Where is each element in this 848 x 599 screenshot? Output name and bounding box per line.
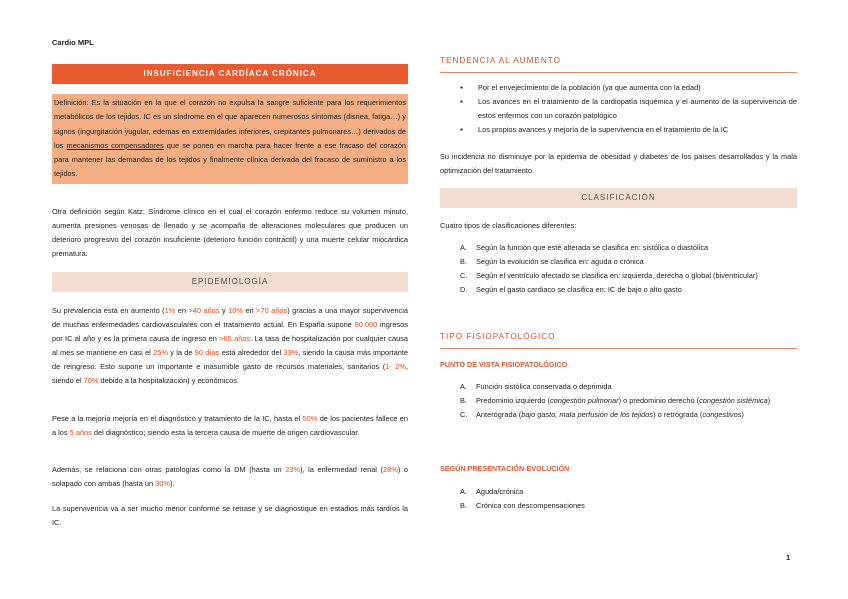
list-item: B. Según la evolución se clasifica en: aguda o crónica	[460, 257, 644, 266]
subtitle-fisiopatologico: PUNTO DE VISTA FISIOPATOLÓGICO	[440, 360, 568, 369]
document-header: Cardio MPL	[52, 38, 94, 47]
section-title-clasificacion: CLASIFICACIÓN	[440, 188, 797, 208]
epi-paragraph-4: La supervivencia va a ser mucho menor conforme se retrase y se diagnostique en estadios más tardíos la IC.	[52, 504, 408, 527]
epi-paragraph-1: Su prevalencia está en aumento (1% en >40 años y 10% en >70 años) gracias a una mayor supervivencia de muchas enfermedades cardiovasculares con el tratamiento actual. En España supone 80.000 ingresos por IC al año y es la primera causa de ingreso en >65 años. La tasa de hospitalización por cualquier causa al mes se mantiene en casi el 25% y la de 90 días está alrededor del 33%, siendo la causa más importante de reingreso. Esto supone un importante e inasumible gasto de recursos materiales, sanitarios (1- 2%, siendo el 70% debido a la hospitalización) y económicos.	[52, 306, 409, 385]
evolucion-list	[440, 485, 797, 513]
list-item: A. Aguda/crónica	[460, 487, 524, 496]
list-item: ▪ Los avances en el tratamiento de la cardiopatía isquémica y el aumento de la supervivencia de estos enfermos con un corazón patológico	[440, 95, 797, 123]
list-item: C. Anterógrada (bajo gasto, mala perfusión de los tejidos) o retrógrada (congestivos)	[460, 410, 744, 419]
section-title-epidemiologia: EPIDEMIOLOGÍA	[52, 272, 408, 292]
list-item: A. Función sistólica conservada o deprimida	[460, 382, 612, 391]
page-number: 1	[786, 553, 791, 562]
definition-label: Definición:	[54, 98, 89, 107]
fisio-list	[440, 380, 797, 422]
clasificacion-list	[440, 241, 797, 297]
list-item: C. Según el ventrículo afectado se clasifica en: izquierda, derecha o global (biventricular)	[460, 271, 758, 280]
list-item: B. Predominio izquierdo (congestión pulmonar) o predominio derecho (congestión sistémica)	[460, 396, 771, 405]
section-title-tipo: TIPO FISIOPATOLÓGICO	[440, 332, 797, 349]
katz-definition: Otra definición según Katz: Síndrome clínico en el cual el corazón enfermo reduce su volumen minuto, aumenta presiones venosas de llenado y se acompaña de alteraciones moleculares que producen un deterioro progresivo del corazón insuficiente (deterioro función contráctil) y una muerte celular miocárdica prematura.	[52, 207, 408, 258]
tendencia-list	[440, 81, 797, 137]
list-item: D. Según el gasto cardiaco se clasifica en: IC de bajo o alto gasto	[460, 285, 682, 294]
section-title-insuficiencia: INSUFICIENCIA CARDÍACA CRÓNICA	[52, 64, 408, 84]
clasificacion-intro: Cuatro tipos de clasificaciones diferentes:	[440, 221, 577, 230]
list-item: A. Según la función que esté alterada se clasifica en: sistólica o diastólica	[460, 243, 709, 252]
section-title-tendencia: TENDENCIA AL AUMENTO	[440, 56, 797, 73]
list-item: ▪ Por el envejecimiento de la población (ya que aumenta con la edad)	[440, 81, 797, 95]
subtitle-presentacion: SEGÚN PRESENTACIÓN-EVOLUCIÓN	[440, 464, 570, 473]
tendencia-paragraph: Su incidencia no disminuye por la epidemia de obesidad y diabetes de los países desarrollados y la mala optimización del tratamiento.	[440, 152, 797, 175]
definition-box: Definición: Es la situación en la que el corazón no expulsa la sangre suficiente para los requerimientos metabólicos de los tejidos. IC es un síndrome en el que aparecen numerosos síntomas (disnea, fatiga…) y signos (ingurgitación yugular, edemas en extremidades inferiores, crepitantes pulmonares…) derivados de los mecanismos compensadores que se ponen en marcha para hacer frente a ese fracaso del corazón para mantener las demandas de los tejidos y finalmente clínica derivada del fracaso de suministro a los tejidos.	[52, 94, 408, 184]
epi-paragraph-2: Pese a la mejoría mejoría en el diagnóstico y tratamiento de la IC, hasta el 50% de los pacientes fallece en a los 5 años del diagnóstico; siendo esta la tercera causa de muerte de origen cardiovascular.	[52, 414, 408, 437]
list-item: B. Crónica con descompensaciones	[460, 501, 585, 510]
mecanismos-link: mecanismos compensadores	[66, 140, 164, 150]
epi-paragraph-3: Además, se relaciona con otras patologías como la DM (hasta un 23%), la enfermedad renal (28%) o solapado con ambas (hasta un 30%).	[52, 465, 409, 488]
list-item: ▪ Los propios avances y mejoría de la supervivencia en el tratamiento de la IC	[440, 123, 797, 137]
